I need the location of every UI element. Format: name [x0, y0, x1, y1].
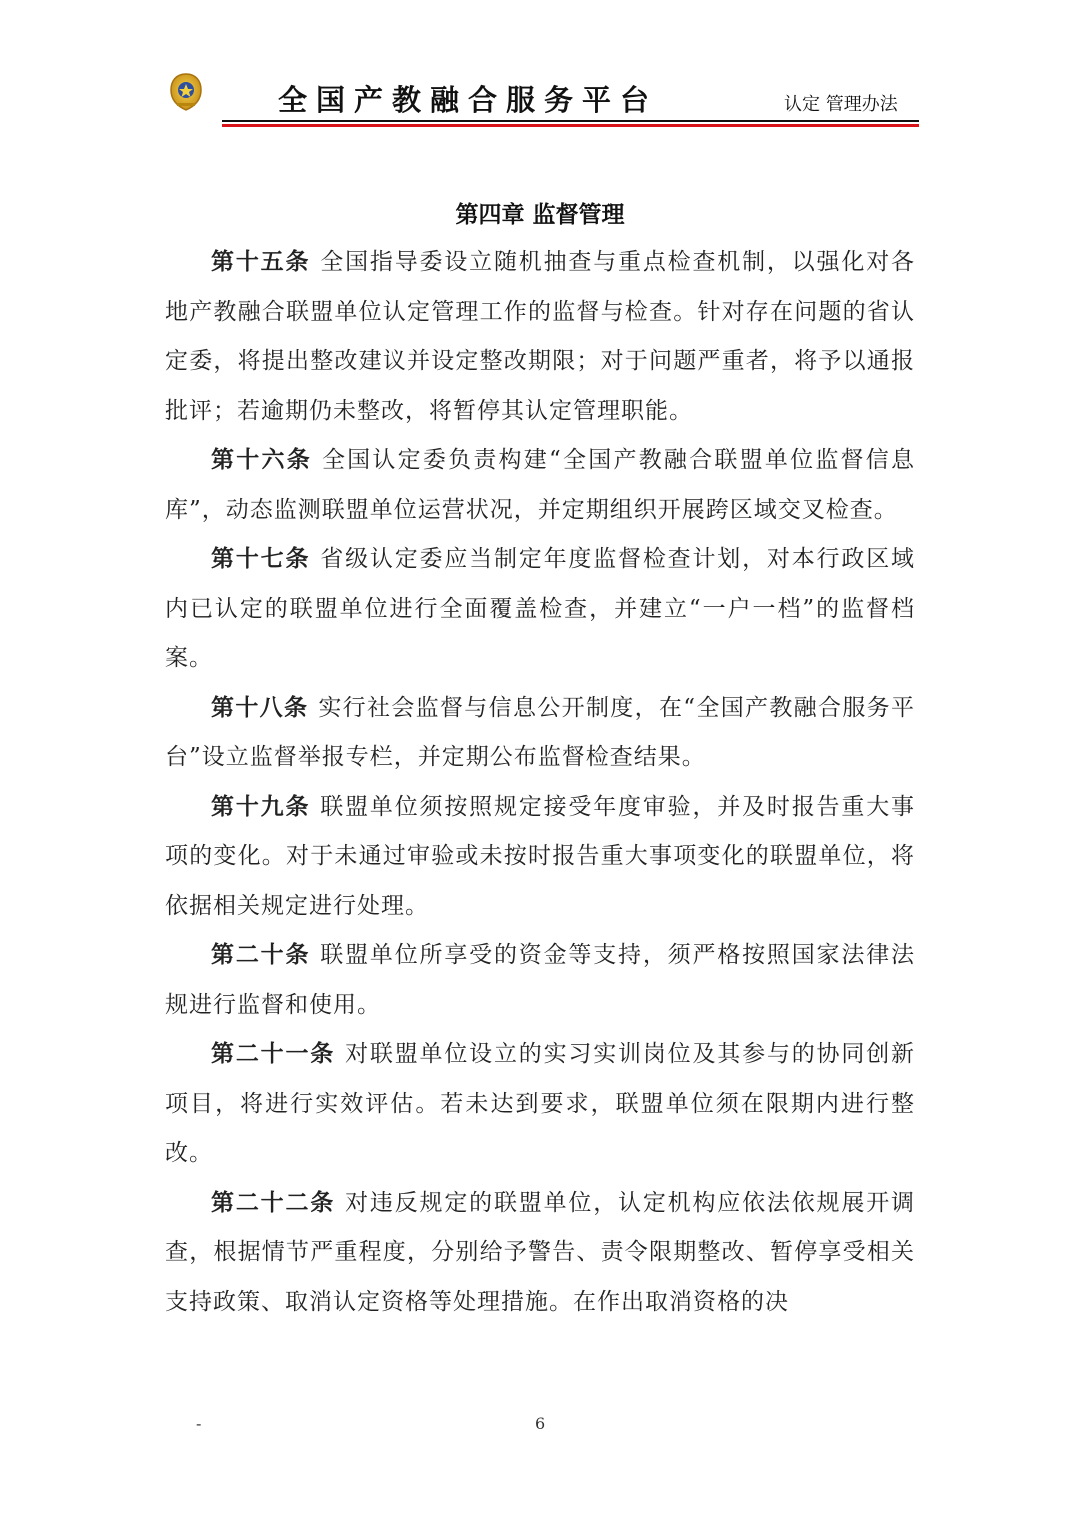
- article-label: 第二十一条: [211, 1041, 336, 1067]
- article-label: 第十五条: [211, 249, 311, 275]
- article-text: 全国指导委设立随机抽查与重点检查机制，以强化对各地产教融合联盟单位认定管理工作的监督与检查。针对存在问题的省认定委，将提出整改建议并设定整改期限；对于问题严重者，将予以通报批评；若逾期仍未整改，将暂停其认定管理职能。: [165, 249, 916, 424]
- article-text: 联盟单位须按照规定接受年度审验，并及时报告重大事项的变化。对于未通过审验或未按时报告重大事项变化的联盟单位，将依据相关规定进行处理。: [165, 793, 916, 919]
- page-number: 6: [535, 1414, 546, 1433]
- article-paragraph: [165, 1030, 915, 1179]
- article-text: 对违反规定的联盟单位，认定机构应依法依规展开调查，根据情节严重程度，分别给予警告、责令限期整改、暂停享受相关支持政策、取消认定资格等处理措施。在作出取消资格的决: [165, 1189, 916, 1315]
- article-paragraph: [165, 1179, 915, 1328]
- header-rule-red: [222, 124, 919, 127]
- article-text: 省级认定委应当制定年度监督检查计划，对本行政区域内已认定的联盟单位进行全面覆盖检查，并建立“一户一档”的监督档案。: [165, 546, 916, 671]
- header-title: 全国产教融合服务平台: [278, 83, 659, 117]
- article-text: 全国认定委负责构建“全国产教融合联盟单位监督信息库”，动态监测联盟单位运营状况，并定期组织开展跨区域交叉检查。: [165, 447, 916, 523]
- header-document-label: 认定 管理办法: [784, 94, 898, 115]
- header-rule-black: [222, 120, 919, 122]
- emblem-logo-icon: [168, 72, 204, 112]
- article-paragraph: [165, 684, 915, 783]
- footer-dash: -: [196, 1414, 202, 1433]
- article-label: 第十七条: [211, 546, 311, 572]
- article-label: 第二十条: [211, 942, 311, 968]
- article-paragraph: [165, 535, 915, 684]
- article-label: 第二十二条: [211, 1189, 336, 1216]
- article-paragraph: [165, 436, 915, 535]
- article-text: 联盟单位所享受的资金等支持，须严格按照国家法律法规进行监督和使用。: [165, 942, 916, 1018]
- article-paragraph: [165, 238, 915, 436]
- article-text: 实行社会监督与信息公开制度，在“全国产教融合服务平台”设立监督举报专栏，并定期公布监督检查结果。: [165, 694, 916, 770]
- article-label: 第十九条: [211, 793, 311, 820]
- article-paragraph: [165, 783, 915, 932]
- chapter-title: 第四章 监督管理: [455, 202, 625, 228]
- article-paragraph: [165, 931, 915, 1030]
- document-body: [165, 238, 915, 1327]
- article-label: 第十六条: [211, 447, 312, 473]
- article-label: 第十八条: [211, 694, 309, 721]
- article-text: 对联盟单位设立的实习实训岗位及其参与的协同创新项目，将进行实效评估。若未达到要求，联盟单位须在限期内进行整改。: [165, 1041, 916, 1166]
